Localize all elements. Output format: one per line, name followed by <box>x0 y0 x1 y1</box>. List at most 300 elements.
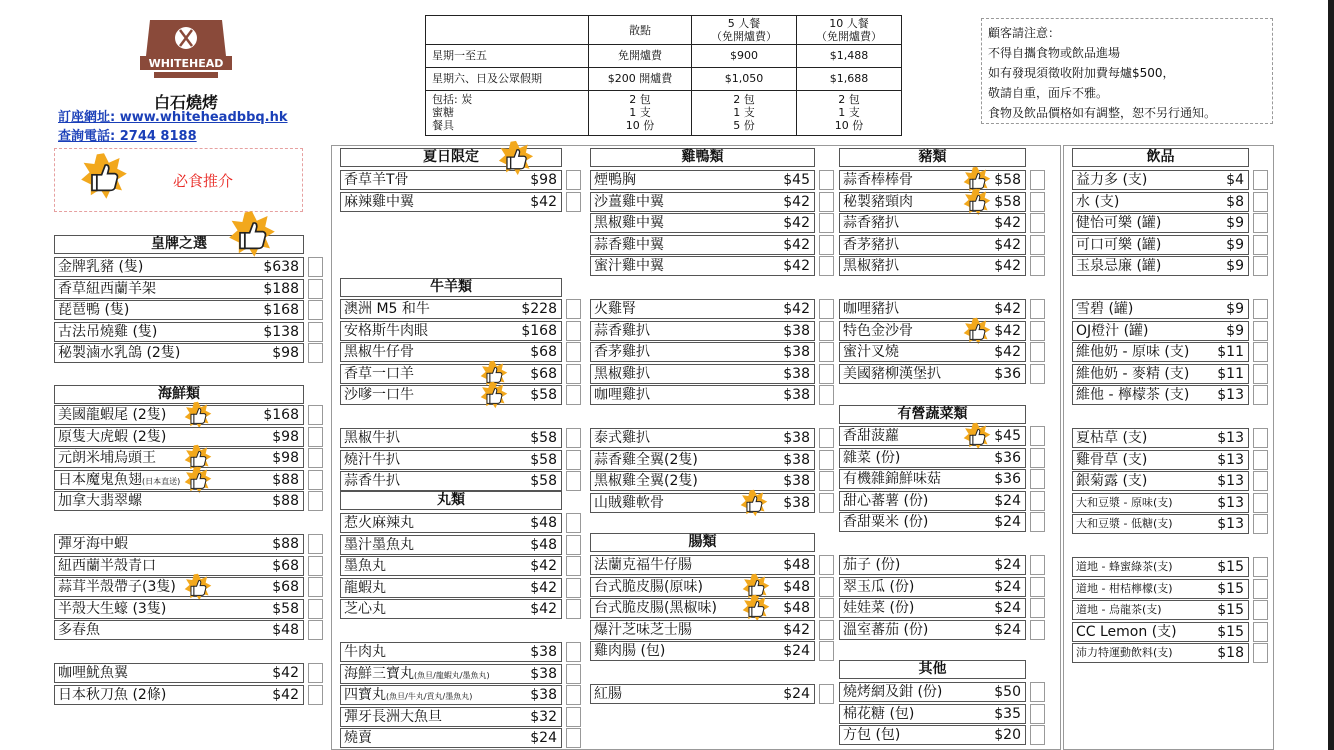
order-checkbox[interactable] <box>1030 213 1045 233</box>
order-checkbox[interactable] <box>1030 491 1045 511</box>
menu-item[interactable] <box>54 577 304 597</box>
order-checkbox[interactable] <box>566 299 581 319</box>
menu-item-name: 香甜粟米 (份) <box>843 514 929 530</box>
menu-item[interactable] <box>590 321 815 341</box>
order-checkbox[interactable] <box>1030 555 1045 575</box>
menu-item[interactable] <box>1072 600 1249 620</box>
menu-item[interactable] <box>590 192 815 212</box>
menu-item[interactable] <box>590 235 815 255</box>
menu-item-name: 安格斯牛肉眼 <box>344 323 428 339</box>
menu-item-name: 道地 - 柑桔檸檬(支) <box>1076 582 1173 595</box>
menu-item-price: $45 <box>783 172 810 188</box>
menu-item-name: 玉泉忌廉 (罐) <box>1076 258 1162 274</box>
menu-item[interactable] <box>1072 321 1249 341</box>
menu-item-name: 娃娃菜 (份) <box>843 600 915 616</box>
order-checkbox[interactable] <box>1253 213 1268 233</box>
order-checkbox[interactable] <box>566 513 581 533</box>
order-checkbox[interactable] <box>308 279 323 299</box>
menu-item[interactable] <box>1072 428 1249 448</box>
thumbs-up-icon <box>740 489 768 517</box>
order-checkbox[interactable] <box>1253 579 1268 599</box>
menu-item-name: CC Lemon (支) <box>1076 624 1177 640</box>
order-checkbox[interactable] <box>1030 512 1045 532</box>
order-checkbox[interactable] <box>1030 577 1045 597</box>
order-checkbox[interactable] <box>566 642 581 662</box>
order-checkbox[interactable] <box>819 577 834 597</box>
menu-item-name: 銀菊露 (支) <box>1076 473 1148 489</box>
menu-item-price: $68 <box>272 579 299 595</box>
menu-item[interactable] <box>839 426 1026 446</box>
order-checkbox[interactable] <box>819 364 834 384</box>
menu-item-name: 蜜汁叉燒 <box>843 344 899 360</box>
order-checkbox[interactable] <box>1030 426 1045 446</box>
menu-item-price: $58 <box>272 601 299 617</box>
menu-item-price: $42 <box>530 580 557 596</box>
price-table <box>425 15 902 136</box>
menu-item[interactable] <box>1072 299 1249 319</box>
menu-item[interactable] <box>1072 471 1249 491</box>
menu-item[interactable] <box>1072 643 1249 663</box>
menu-item[interactable] <box>590 471 815 491</box>
order-checkbox[interactable] <box>819 493 834 513</box>
order-checkbox[interactable] <box>308 663 323 683</box>
menu-item[interactable] <box>340 428 562 448</box>
menu-item[interactable] <box>839 620 1026 640</box>
order-checkbox[interactable] <box>819 192 834 212</box>
menu-item-name: 黑椒牛扒 <box>344 430 400 446</box>
order-checkbox[interactable] <box>1253 450 1268 470</box>
order-checkbox[interactable] <box>566 170 581 190</box>
menu-item-name: 加拿大翡翠螺 <box>58 493 142 509</box>
order-checkbox[interactable] <box>1030 321 1045 341</box>
menu-item[interactable] <box>340 450 562 470</box>
order-checkbox[interactable] <box>819 471 834 491</box>
order-checkbox[interactable] <box>566 728 581 748</box>
menu-item[interactable] <box>839 682 1026 702</box>
order-checkbox[interactable] <box>819 256 834 276</box>
order-checkbox[interactable] <box>1253 471 1268 491</box>
order-checkbox[interactable] <box>566 471 581 491</box>
menu-item-name: 益力多 (支) <box>1076 172 1148 188</box>
price-col-5: 5 人餐 （免開爐費） <box>692 16 797 45</box>
order-checkbox[interactable] <box>819 641 834 661</box>
menu-item-name: 茄子 (份) <box>843 557 901 573</box>
menu-item-price: $68 <box>530 344 557 360</box>
order-checkbox[interactable] <box>308 405 323 425</box>
menu-item-price: $50 <box>994 684 1021 700</box>
menu-item-name: 台式脆皮腸(黑椒味) <box>594 600 717 616</box>
order-checkbox[interactable] <box>1253 321 1268 341</box>
menu-item-name: 香茅豬扒 <box>843 237 899 253</box>
menu-item-price: $15 <box>1217 602 1244 618</box>
notice-line: 顧客請注意： <box>988 26 1061 40</box>
menu-item[interactable] <box>54 279 304 299</box>
menu-item[interactable] <box>54 405 304 425</box>
section-title-chicken_duck: 雞鴨類 <box>590 148 815 167</box>
menu-item-note: (魚旦/牛丸/貢丸/墨魚丸) <box>386 692 473 701</box>
order-checkbox[interactable] <box>566 535 581 555</box>
menu-item-name: 沙薑雞中翼 <box>594 194 664 210</box>
menu-item[interactable] <box>340 707 562 727</box>
menu-item[interactable] <box>340 513 562 533</box>
menu-item[interactable] <box>590 256 815 276</box>
menu-item-name: 黑椒豬扒 <box>843 258 899 274</box>
order-checkbox[interactable] <box>819 555 834 575</box>
order-checkbox[interactable] <box>308 343 323 363</box>
menu-item-note: (魚旦/龍蝦丸/墨魚丸) <box>414 671 490 680</box>
menu-item-price: $42 <box>530 194 557 210</box>
menu-item[interactable] <box>340 642 562 662</box>
price-cell: $1,050 <box>692 68 797 91</box>
order-checkbox[interactable] <box>1030 299 1045 319</box>
menu-item-name: 牛肉丸 <box>344 644 386 660</box>
menu-item-name: 雪碧 (罐) <box>1076 301 1134 317</box>
menu-item[interactable] <box>340 364 562 384</box>
order-checkbox[interactable] <box>1253 622 1268 642</box>
menu-item[interactable] <box>1072 364 1249 384</box>
order-checkbox[interactable] <box>1253 643 1268 663</box>
menu-item-price: $42 <box>994 344 1021 360</box>
order-checkbox[interactable] <box>819 450 834 470</box>
menu-item-price: $13 <box>1217 495 1244 511</box>
menu-item[interactable] <box>590 428 815 448</box>
menu-item-name: 煙鴨胸 <box>594 172 636 188</box>
menu-item[interactable] <box>590 641 815 661</box>
menu-item[interactable] <box>839 170 1026 190</box>
menu-item[interactable] <box>54 470 304 490</box>
menu-item[interactable] <box>54 491 304 511</box>
menu-item-name: 有機雜錦鮮味菇 <box>843 471 941 487</box>
order-checkbox[interactable] <box>308 427 323 447</box>
menu-item[interactable] <box>1072 192 1249 212</box>
menu-item-price: $42 <box>783 215 810 231</box>
menu-item-name: 棉花糖 (包) <box>843 706 915 722</box>
order-checkbox[interactable] <box>566 342 581 362</box>
price-col-single: 散點 <box>589 16 692 45</box>
menu-item[interactable] <box>54 343 304 363</box>
order-checkbox[interactable] <box>1253 600 1268 620</box>
menu-item[interactable] <box>839 342 1026 362</box>
menu-item[interactable] <box>839 555 1026 575</box>
menu-item[interactable] <box>1072 579 1249 599</box>
order-checkbox[interactable] <box>819 235 834 255</box>
order-checkbox[interactable] <box>566 664 581 684</box>
order-checkbox[interactable] <box>819 385 834 405</box>
menu-item[interactable] <box>54 620 304 640</box>
menu-item[interactable] <box>839 448 1026 468</box>
order-checkbox[interactable] <box>1253 256 1268 276</box>
menu-item-name: 惹火麻辣丸 <box>344 515 414 531</box>
menu-item-name: 燒汁牛扒 <box>344 452 400 468</box>
menu-item-price: $98 <box>530 172 557 188</box>
order-checkbox[interactable] <box>308 577 323 597</box>
menu-item-price: $88 <box>272 472 299 488</box>
menu-item-name: 蒜香牛扒 <box>344 473 400 489</box>
menu-item[interactable] <box>839 235 1026 255</box>
menu-item[interactable] <box>1072 557 1249 577</box>
menu-item-name: 雜菜 (份) <box>843 450 901 466</box>
menu-item[interactable] <box>839 299 1026 319</box>
price-col-10: 10 人餐 （免開爐費） <box>797 16 902 45</box>
order-checkbox[interactable] <box>1253 192 1268 212</box>
menu-item[interactable] <box>1072 213 1249 233</box>
menu-item-price: $168 <box>263 302 299 318</box>
order-checkbox[interactable] <box>566 428 581 448</box>
order-checkbox[interactable] <box>1253 428 1268 448</box>
menu-item-price: $36 <box>994 450 1021 466</box>
menu-item-price: $38 <box>783 344 810 360</box>
menu-item-name: 原隻大虎蝦 (2隻) <box>58 429 167 445</box>
order-checkbox[interactable] <box>566 364 581 384</box>
menu-item[interactable] <box>839 512 1026 532</box>
section-title-royal: 皇牌之選 <box>54 235 304 254</box>
order-checkbox[interactable] <box>1030 725 1045 745</box>
order-checkbox[interactable] <box>1253 342 1268 362</box>
menu-item-name: 四寶丸(魚旦/牛丸/貢丸/墨魚丸) <box>344 687 473 703</box>
menu-item[interactable] <box>590 299 815 319</box>
order-checkbox[interactable] <box>308 599 323 619</box>
price-table-corner <box>426 16 589 45</box>
order-checkbox[interactable] <box>1030 192 1045 212</box>
order-checkbox[interactable] <box>819 684 834 704</box>
menu-item[interactable] <box>590 577 815 597</box>
menu-item-price: $42 <box>994 301 1021 317</box>
menu-item[interactable] <box>839 364 1026 384</box>
phone-link[interactable]: 查詢電話: 2744 8188 <box>58 129 197 144</box>
menu-item[interactable] <box>590 364 815 384</box>
menu-item-name: 雞骨草 (支) <box>1076 452 1148 468</box>
thumbs-up-icon <box>963 188 991 216</box>
order-checkbox[interactable] <box>566 707 581 727</box>
menu-item[interactable] <box>340 321 562 341</box>
menu-item[interactable] <box>340 728 562 748</box>
menu-item[interactable] <box>839 491 1026 511</box>
order-checkbox[interactable] <box>566 192 581 212</box>
menu-item[interactable] <box>839 598 1026 618</box>
menu-item-price: $13 <box>1217 430 1244 446</box>
menu-item-price: $24 <box>994 557 1021 573</box>
order-checkbox[interactable] <box>1253 364 1268 384</box>
order-checkbox[interactable] <box>566 599 581 619</box>
menu-item[interactable] <box>590 555 815 575</box>
menu-item-price: $42 <box>783 258 810 274</box>
menu-item-name: 香草羊T骨 <box>344 172 409 188</box>
price-cell: $1,488 <box>797 45 902 68</box>
menu-item[interactable] <box>590 170 815 190</box>
order-checkbox[interactable] <box>566 578 581 598</box>
order-checkbox[interactable] <box>1253 385 1268 405</box>
menu-item-price: $638 <box>263 259 299 275</box>
menu-item[interactable] <box>340 599 562 619</box>
order-checkbox[interactable] <box>566 450 581 470</box>
order-checkbox[interactable] <box>1253 514 1268 534</box>
scrollbar[interactable] <box>1328 0 1334 750</box>
menu-item-name: 古法吊燒雞 (隻) <box>58 324 158 340</box>
thumbs-up-icon <box>184 466 212 494</box>
order-checkbox[interactable] <box>1030 235 1045 255</box>
menu-item-price: $8 <box>1226 194 1244 210</box>
menu-item[interactable] <box>839 256 1026 276</box>
menu-item[interactable] <box>590 493 815 513</box>
order-checkbox[interactable] <box>308 534 323 554</box>
order-checkbox[interactable] <box>308 322 323 342</box>
order-checkbox[interactable] <box>819 620 834 640</box>
order-checkbox[interactable] <box>308 556 323 576</box>
menu-item[interactable] <box>340 664 562 684</box>
menu-item[interactable] <box>340 685 562 705</box>
menu-item[interactable] <box>839 192 1026 212</box>
menu-item-name: 海鮮三寶丸(魚旦/龍蝦丸/墨魚丸) <box>344 666 490 682</box>
notice-line: 食物及飲品價格如有調整，恕不另行通知。 <box>988 106 1217 120</box>
include-cell: 2 包 1 支 10 份 <box>589 91 692 136</box>
order-checkbox[interactable] <box>1030 620 1045 640</box>
menu-item[interactable] <box>54 427 304 447</box>
thumbs-up-icon <box>963 422 991 450</box>
order-checkbox[interactable] <box>819 428 834 448</box>
order-checkbox[interactable] <box>308 491 323 511</box>
menu-item[interactable] <box>839 469 1026 489</box>
order-checkbox[interactable] <box>819 321 834 341</box>
booking-link[interactable]: 訂座網址: www.whiteheadbbq.hk <box>58 110 288 125</box>
menu-item[interactable] <box>54 300 304 320</box>
menu-item[interactable] <box>340 578 562 598</box>
menu-item-name: 墨魚丸 <box>344 558 386 574</box>
menu-item-price: $48 <box>272 622 299 638</box>
menu-item-name: 可口可樂 (罐) <box>1076 237 1162 253</box>
menu-item-price: $13 <box>1217 452 1244 468</box>
menu-item[interactable] <box>839 725 1026 745</box>
menu-item[interactable] <box>1072 256 1249 276</box>
price-cell: 免開爐費 <box>589 45 692 68</box>
menu-item[interactable] <box>54 448 304 468</box>
order-checkbox[interactable] <box>1030 342 1045 362</box>
order-checkbox[interactable] <box>308 300 323 320</box>
menu-item[interactable] <box>1072 385 1249 405</box>
menu-item[interactable] <box>54 257 304 277</box>
menu-item[interactable] <box>590 598 815 618</box>
order-checkbox[interactable] <box>819 342 834 362</box>
order-checkbox[interactable] <box>566 385 581 405</box>
menu-item-price: $42 <box>272 665 299 681</box>
order-checkbox[interactable] <box>819 213 834 233</box>
menu-item-name: 蒜香豬扒 <box>843 215 899 231</box>
menu-item-price: $68 <box>530 366 557 382</box>
menu-item[interactable] <box>340 342 562 362</box>
menu-item-name: 墨汁墨魚丸 <box>344 537 414 553</box>
menu-item-name: 秘製滷水乳鴿 (2隻) <box>58 345 181 361</box>
menu-item-name: 美國豬柳漢堡扒 <box>843 366 941 382</box>
menu-item[interactable] <box>839 577 1026 597</box>
order-checkbox[interactable] <box>308 257 323 277</box>
order-checkbox[interactable] <box>1030 704 1045 724</box>
order-checkbox[interactable] <box>819 299 834 319</box>
menu-item[interactable] <box>1072 514 1249 534</box>
order-checkbox[interactable] <box>1253 170 1268 190</box>
menu-item-price: $9 <box>1226 258 1244 274</box>
menu-item-name: 彈牙長洲大魚旦 <box>344 709 442 725</box>
menu-item[interactable] <box>590 342 815 362</box>
menu-item-price: $138 <box>263 324 299 340</box>
menu-item[interactable] <box>590 450 815 470</box>
order-checkbox[interactable] <box>1253 235 1268 255</box>
menu-item-price: $58 <box>994 172 1021 188</box>
section-title-seafood: 海鮮類 <box>54 385 304 404</box>
menu-item[interactable] <box>590 620 815 640</box>
menu-item[interactable] <box>1072 622 1249 642</box>
menu-item[interactable] <box>590 213 815 233</box>
thumbs-up-icon <box>228 210 276 258</box>
menu-item-price: $42 <box>783 301 810 317</box>
menu-item[interactable] <box>340 535 562 555</box>
menu-item-name: 香甜菠蘿 <box>843 428 899 444</box>
menu-item[interactable] <box>1072 450 1249 470</box>
order-checkbox[interactable] <box>1030 469 1045 489</box>
menu-item[interactable] <box>839 704 1026 724</box>
menu-item-name: 半殼大生蠔 (3隻) <box>58 601 167 617</box>
menu-item[interactable] <box>839 321 1026 341</box>
order-checkbox[interactable] <box>1253 493 1268 513</box>
menu-item[interactable] <box>54 663 304 683</box>
menu-item-price: $48 <box>530 537 557 553</box>
order-checkbox[interactable] <box>308 620 323 640</box>
menu-item[interactable] <box>340 385 562 405</box>
menu-item[interactable] <box>590 385 815 405</box>
menu-item[interactable] <box>1072 170 1249 190</box>
menu-item-name: 火雞腎 <box>594 301 636 317</box>
menu-item[interactable] <box>1072 493 1249 513</box>
include-cell: 2 包 1 支 10 份 <box>797 91 902 136</box>
menu-item[interactable] <box>54 534 304 554</box>
order-checkbox[interactable] <box>566 556 581 576</box>
menu-item-name: 蜜汁雞中翼 <box>594 258 664 274</box>
order-checkbox[interactable] <box>308 685 323 705</box>
section-title-summer: 夏日限定 <box>340 148 562 167</box>
order-checkbox[interactable] <box>819 170 834 190</box>
menu-item[interactable] <box>54 599 304 619</box>
menu-item[interactable] <box>54 322 304 342</box>
menu-item[interactable] <box>340 192 562 212</box>
menu-item[interactable] <box>839 213 1026 233</box>
order-checkbox[interactable] <box>566 321 581 341</box>
menu-item[interactable] <box>340 471 562 491</box>
order-checkbox[interactable] <box>1030 170 1045 190</box>
order-checkbox[interactable] <box>1030 682 1045 702</box>
menu-item-price: $42 <box>530 601 557 617</box>
menu-item[interactable] <box>590 684 815 704</box>
order-checkbox[interactable] <box>566 685 581 705</box>
order-checkbox[interactable] <box>1030 256 1045 276</box>
menu-item[interactable] <box>54 685 304 705</box>
menu-item-price: $11 <box>1217 344 1244 360</box>
menu-item-price: $58 <box>530 387 557 403</box>
section-title-veg: 有營蔬菜類 <box>839 405 1026 424</box>
menu-item[interactable] <box>1072 235 1249 255</box>
menu-item[interactable] <box>1072 342 1249 362</box>
order-checkbox[interactable] <box>1030 598 1045 618</box>
menu-item-name: 美國龍蝦尾 (2隻) <box>58 407 167 423</box>
order-checkbox[interactable] <box>308 470 323 490</box>
order-checkbox[interactable] <box>819 598 834 618</box>
order-checkbox[interactable] <box>1253 557 1268 577</box>
menu-item-price: $11 <box>1217 366 1244 382</box>
order-checkbox[interactable] <box>1253 299 1268 319</box>
order-checkbox[interactable] <box>308 448 323 468</box>
order-checkbox[interactable] <box>1030 448 1045 468</box>
menu-item[interactable] <box>54 556 304 576</box>
order-checkbox[interactable] <box>1030 364 1045 384</box>
menu-item[interactable] <box>340 299 562 319</box>
menu-item[interactable] <box>340 556 562 576</box>
